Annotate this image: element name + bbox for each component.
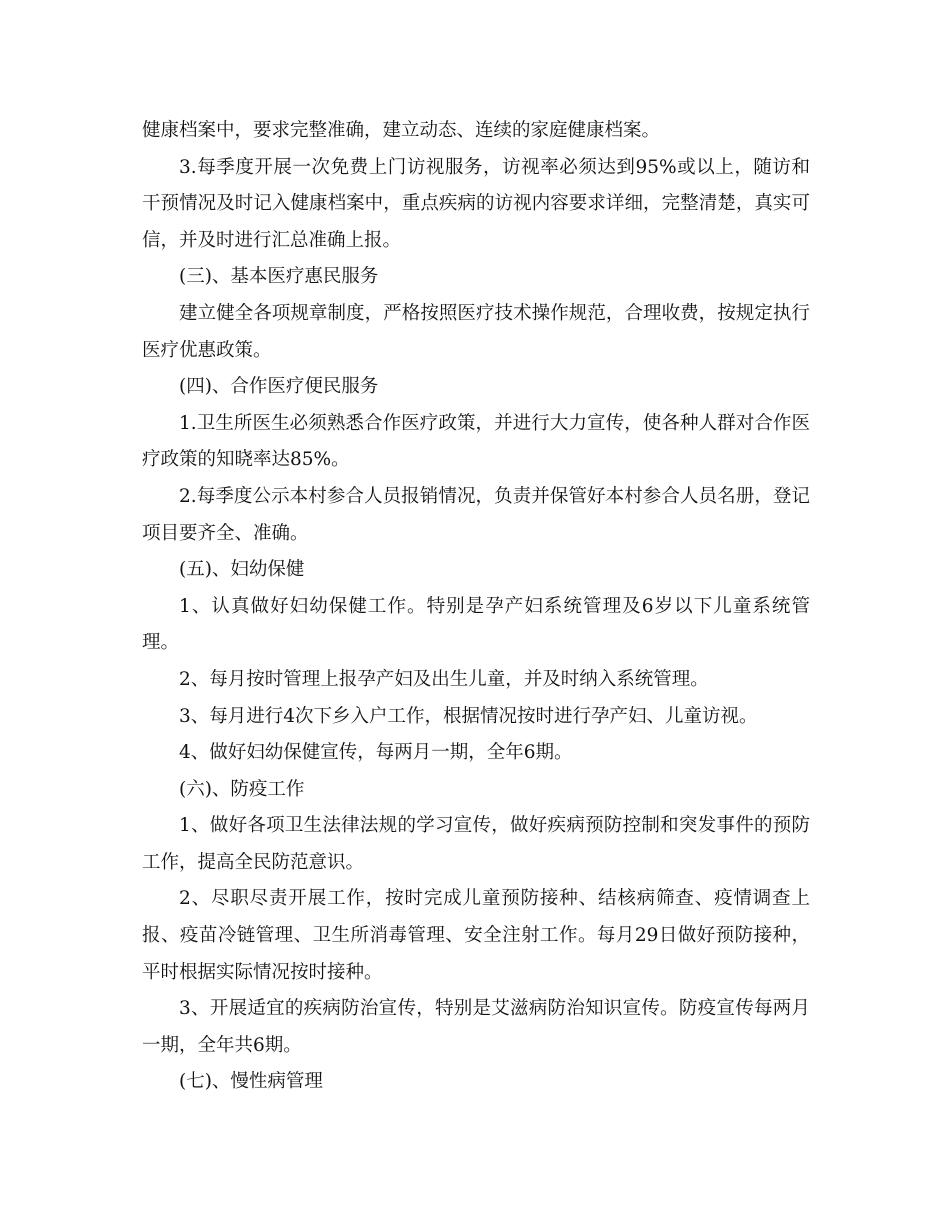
paragraph-10: 2、每月按时管理上报孕产妇及出生儿童，并及时纳入系统管理。 <box>179 668 709 690</box>
section-heading-4: (四)、合作医疗便民服务 <box>179 376 379 398</box>
paragraph-2: 3.每季度开展一次免费上门访视服务，访视率必须达到95%或以上，随访和干预情况及时记入健康档案中，重点疾病的访视内容要求详细，完整清楚，真实可信，并及时进行汇总准确上报。 <box>142 156 810 251</box>
paragraph-14: 1、做好各项卫生法律法规的学习宣传，做好疾病预防控制和突发事件的预防工作，提高全民防范意识。 <box>142 815 810 873</box>
section-heading-6: (六)、防疫工作 <box>179 778 305 800</box>
section-heading-5: (五)、妇幼保健 <box>179 559 305 581</box>
paragraph-15: 2、尽职尽责开展工作，按时完成儿童预防接种、结核病筛查、疫情调查上报、疫苗冷链管理、卫生所消毒管理、安全注射工作。每月29日做好预防接种，平时根据实际情况按时接种。 <box>142 888 810 983</box>
paragraph-9: 1、认真做好妇幼保健工作。特别是孕产妇系统管理及6岁以下儿童系统管理。 <box>142 595 810 654</box>
paragraph-4: 建立健全各项规章制度，严格按照医疗技术操作规范，合理收费，按规定执行医疗优惠政策。 <box>142 302 810 361</box>
paragraph-16: 3、开展适宜的疾病防治宣传，特别是艾滋病防治知识宣传。防疫宣传每两月一期，全年共6期。 <box>142 998 810 1056</box>
paragraph-12: 4、做好妇幼保健宣传，每两月一期，全年6期。 <box>179 742 573 764</box>
paragraph-1: 健康档案中，要求完整准确，建立动态、连续的家庭健康档案。 <box>142 120 661 141</box>
paragraph-6: 1.卫生所医生必须熟悉合作医疗政策，并进行大力宣传，使各种人群对合作医疗政策的知晓率达85%。 <box>142 412 810 471</box>
section-heading-7: (七)、慢性病管理 <box>179 1071 323 1093</box>
paragraph-7: 2.每季度公示本村参合人员报销情况，负责并保管好本村参合人员名册，登记项目要齐全、准确。 <box>142 485 810 544</box>
paragraph-11: 3、每月进行4次下乡入户工作，根据情况按时进行孕产妇、儿童访视。 <box>179 705 758 727</box>
section-heading-3: (三)、基本医疗惠民服务 <box>179 266 379 288</box>
